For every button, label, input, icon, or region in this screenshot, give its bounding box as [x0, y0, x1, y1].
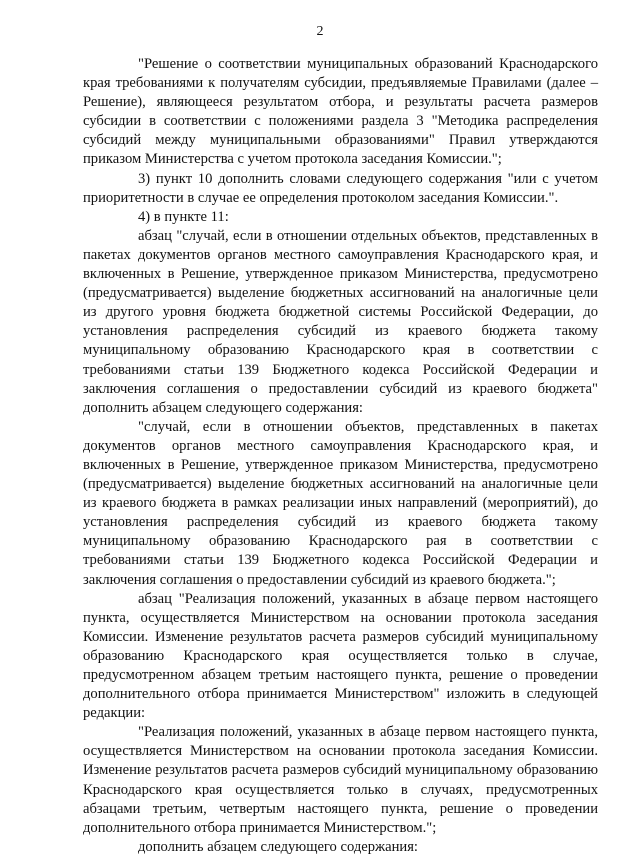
paragraph-new-implementation-clause: "Реализация положений, указанных в абзаце первом настоящего пункта, осуществляется Министерством на основании протокола заседания Комиссии. Изменение результатов расчета размеров субсидий муниципальному образованию Краснодарского края осуществляется только в случаях, предусмотренных абзацами третьим, четвертым настоящего пункта, решение о проведении дополнительного отбора принимается Министерством.";	[83, 724, 598, 836]
paragraph-new-case-clause: "случай, если в отношении объектов, представленных в пакетах документов органов местного самоуправления Краснодарского края, и включенных в Решение, утвержденное приказом Министерства, предусмотрено (предусматривается) выделение бюджетных ассигнований на аналогичные цели из краевого бюджета в рамках реализации иных направлений (мероприятий), до установления распределения субсидий из краевого бюджета такому муниципальному образованию Краснодарского рая в соответствии с требованиями статьи 139 Бюджетного кодекса Российской Федерации и заключения соглашения о предоставлении субсидий из краевого бюджета.";	[83, 418, 598, 588]
document-body	[83, 55, 598, 857]
paragraph-item-4: 4) в пункте 11:	[138, 208, 229, 225]
page-number: 2	[316, 24, 324, 39]
paragraph-case-clause: абзац "случай, если в отношении отдельных объектов, представленных в пакетах документов органов местного самоуправления Краснодарского края, и включенных в Решение, утвержденное приказом Министерства, предусмотрено (предусматривается) выделение бюджетных ассигнований на аналогичные цели из другого уровня бюджета бюджетной системы Российской Федерации, до установления распределения субсидий из краевого бюджета такому муниципальному образованию Краснодарского края в соответствии с требованиями статьи 139 Бюджетного кодекса Российской Федерации и заключения соглашения о предоставлении субсидий из краевого бюджета" дополнить абзацем следующего содержания:	[83, 227, 598, 416]
paragraph-item-3: 3) пункт 10 дополнить словами следующего содержания "или с учетом приоритетности в случае ее определения протоколом заседания Комиссии.".	[83, 170, 598, 206]
paragraph-decision-definition: "Решение о соответствии муниципальных образований Краснодарского края требованиями к получателям субсидии, предъявляемые Правилами (далее – Решение), являющееся результатом отбора, и результаты расчета размеров субсидии в соответствии с положениями раздела 3 "Методика распределения субсидий между муниципальными образованиями" Правил утверждаются приказом Министерства с учетом протокола заседания Комиссии.";	[83, 56, 598, 168]
paragraph-implementation-clause: абзац "Реализация положений, указанных в абзаце первом настоящего пункта, осуществляется Министерством на основании протокола заседания Комиссии. Изменение результатов расчета размеров субсидий муниципальному образованию Краснодарского края осуществляется только в случае, предусмотренном абзацем третьим настоящего пункта, решение о проведении дополнительного отбора принимается Министерством" изложить в следующей редакции:	[83, 590, 598, 722]
paragraph-add-clause: дополнить абзацем следующего содержания:	[138, 838, 418, 855]
